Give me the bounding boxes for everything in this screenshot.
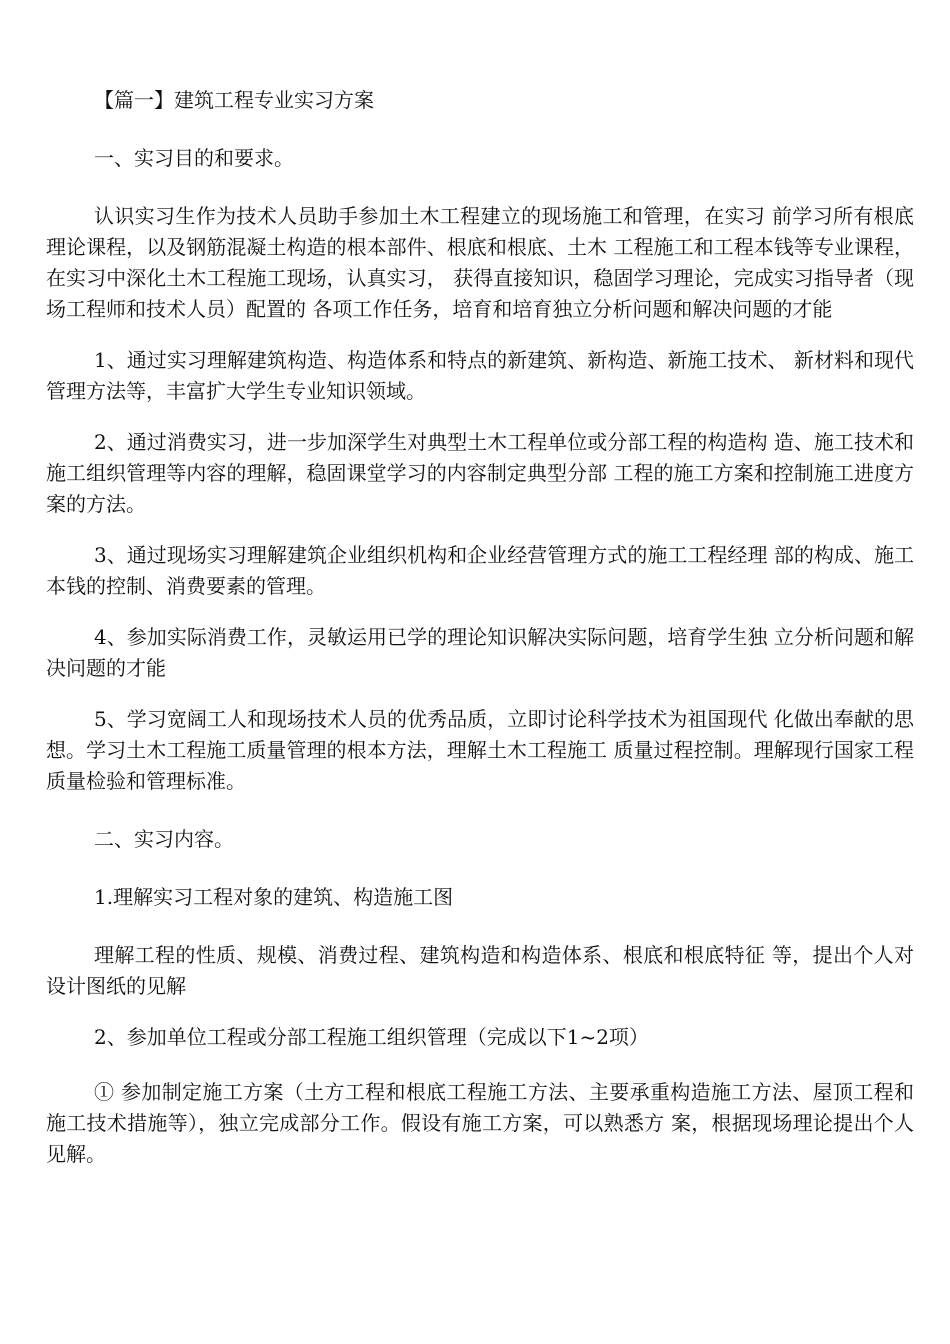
subsection-heading: 1.理解实习工程对象的建筑、构造施工图 bbox=[94, 885, 454, 909]
section-heading: 一、实习目的和要求。 bbox=[94, 146, 294, 170]
body-paragraph: 2、通过消费实习，进一步加深学生对典型土木工程单位或分部工程的构造构 造、施工技术和施工组织管理等内容的理解，稳固课堂学习的内容制定典型分部 工程的施工方案和控制施工进度方案的方法。 bbox=[46, 430, 914, 516]
body-paragraph: 5、学习宽阔工人和现场技术人员的优秀品质，立即讨论科学技术为祖国现代 化做出奉献的思想。学习土木工程施工质量管理的根本方法，理解土木工程施工 质量过程控制。理解现行国家工程质量检验和管理标准。 bbox=[46, 707, 914, 793]
subsection-heading: 2、参加单位工程或分部工程施工组织管理（完成以下1~2项） bbox=[94, 1025, 649, 1049]
body-paragraph: ① 参加制定施工方案（土方工程和根底工程施工方法、主要承重构造施工方法、屋顶工程和施工技术措施等），独立完成部分工作。假设有施工方案，可以熟悉方 案，根据现场理论提出个人见解。 bbox=[46, 1080, 914, 1166]
body-paragraph: 理解工程的性质、规模、消费过程、建筑构造和构造体系、根底和根底特征 等，提出个人对设计图纸的见解 bbox=[46, 943, 914, 998]
document-title: 【篇一】建筑工程专业实习方案 bbox=[94, 88, 374, 112]
section-heading: 二、实习内容。 bbox=[94, 827, 234, 851]
body-paragraph: 3、通过现场实习理解建筑企业组织机构和企业经营管理方式的施工工程经理 部的构成、施工本钱的控制、消费要素的管理。 bbox=[46, 543, 914, 598]
body-paragraph: 1、通过实习理解建筑构造、构造体系和特点的新建筑、新构造、新施工技术、 新材料和现代管理方法等，丰富扩大学生专业知识领域。 bbox=[46, 348, 914, 403]
body-paragraph: 4、参加实际消费工作，灵敏运用已学的理论知识解决实际问题，培育学生独 立分析问题和解决问题的才能 bbox=[46, 625, 914, 680]
document-page bbox=[46, 85, 914, 1190]
body-paragraph: 认识实习生作为技术人员助手参加土木工程建立的现场施工和管理，在实习 前学习所有根底理论课程，以及钢筋混凝土构造的根本部件、根底和根底、土木 工程施工和工程本钱等专业课程，在实习中深化土木工程施工现场，认真实习， 获得直接知识，稳固学习理论，完成实习指导者（现场工程师和技术人员）配置的 各项工作任务，培育和培育独立分析问题和解决问题的才能 bbox=[46, 204, 914, 321]
